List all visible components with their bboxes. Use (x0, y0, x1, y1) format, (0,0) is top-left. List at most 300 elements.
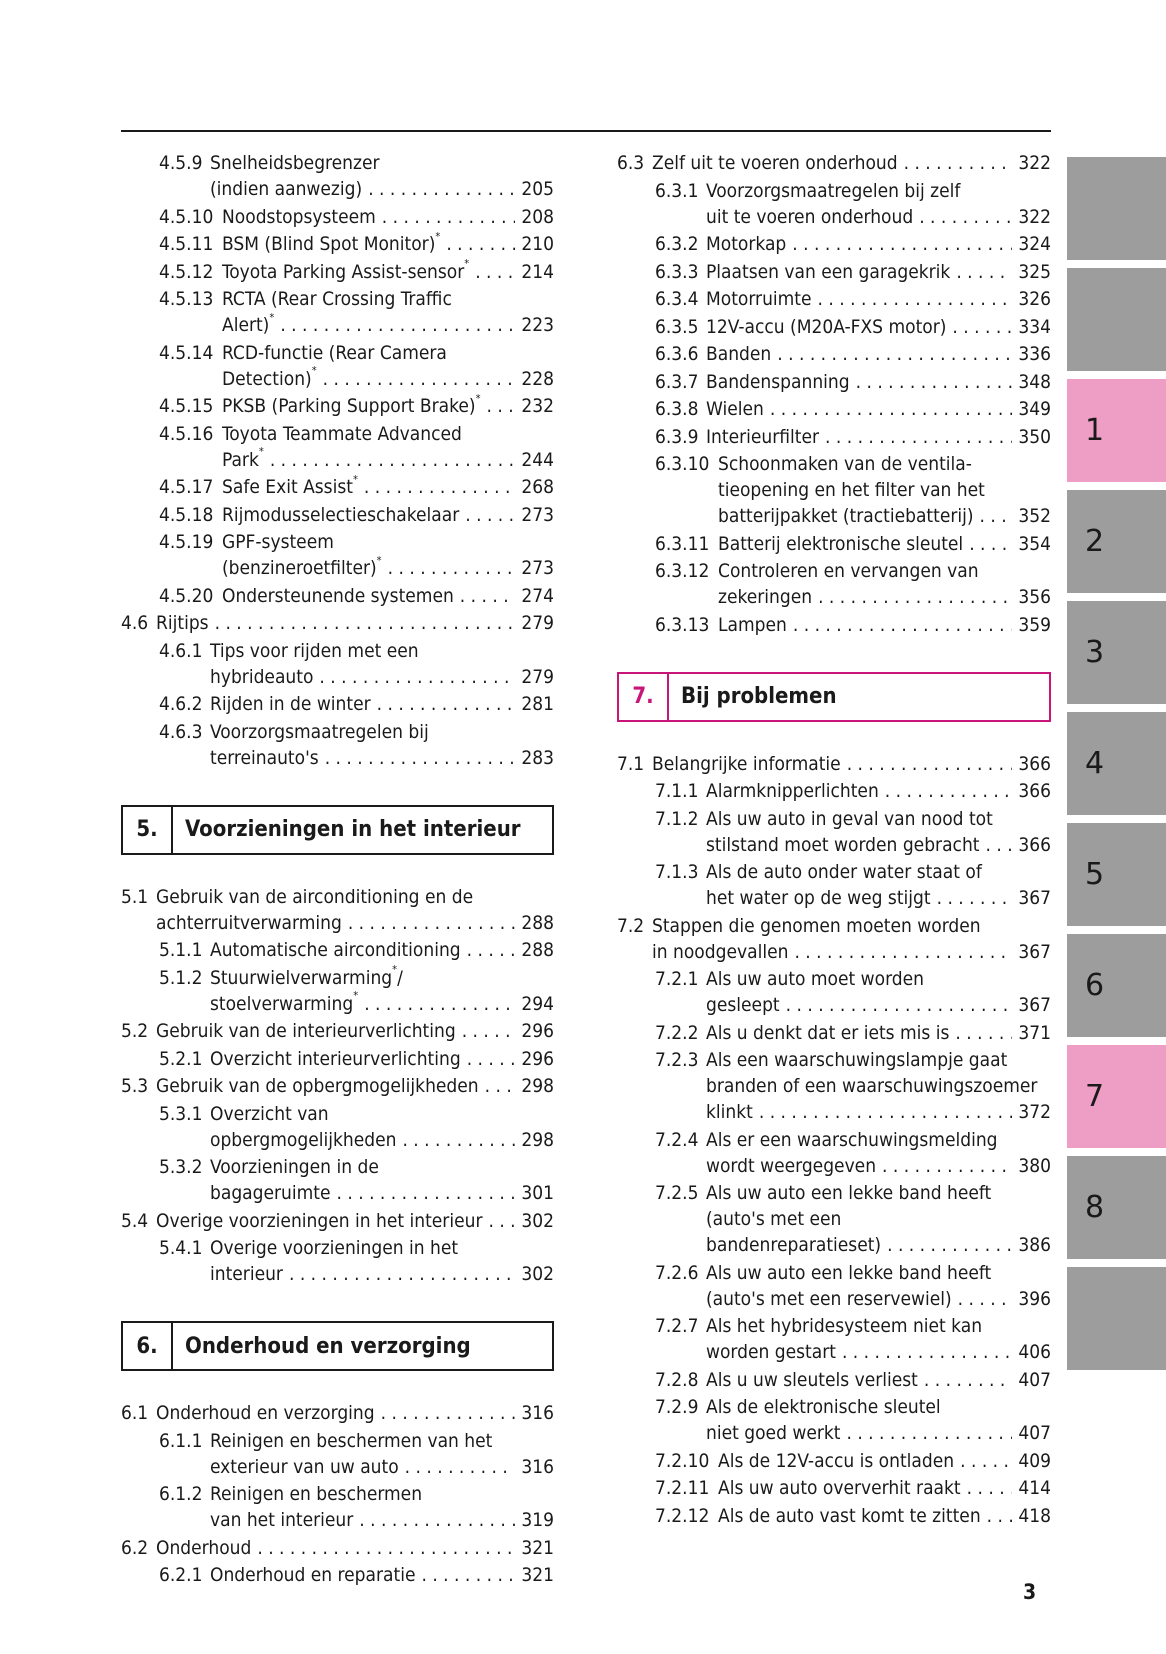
toc-entry-5-3[interactable] (121, 1073, 554, 1099)
toc-entry-4-5-11[interactable] (121, 231, 554, 257)
leader-dots (289, 1261, 515, 1287)
entry-number: 4.5.15 (159, 395, 214, 417)
chapter-tab-6[interactable]: 6 (1067, 934, 1166, 1037)
entry-title-line: (auto's met een reservewiel) (706, 1287, 952, 1310)
entry-title-line: Schoonmaken van de ventila- (718, 453, 972, 475)
chapter-tab-8[interactable]: 8 (1067, 1156, 1166, 1259)
entry-title-line: RCD-functie (Rear Camera (222, 341, 447, 364)
leader-dots (487, 393, 516, 419)
leader-dots (985, 832, 1012, 858)
leader-dots (402, 1127, 515, 1153)
entry-title-line: Als de 12V-accu is ontladen (718, 1449, 955, 1472)
toc-entry-6-3-10[interactable] (617, 451, 1051, 529)
entry-title-line: 12V-accu (M20A-FXS motor) (706, 315, 947, 338)
leader-dots (319, 664, 515, 690)
leader-dots (980, 503, 1013, 529)
entry-page: 356 (1018, 586, 1051, 608)
entry-title-line: van het interieur (210, 1509, 354, 1531)
toc-entry-4-6-1[interactable] (121, 638, 554, 690)
toc-entry-6-3-12[interactable] (617, 558, 1051, 610)
entry-title-line: Noodstopsysteem (222, 205, 376, 228)
toc-entry-7-2-12[interactable] (617, 1503, 1051, 1529)
entry-page: 367 (1018, 940, 1051, 963)
entry-number: 4.6.3 (159, 720, 203, 743)
toc-entry-6-2[interactable] (121, 1535, 554, 1561)
entry-number: 6.3.13 (655, 613, 710, 636)
entry-title-line: Park* (222, 445, 264, 471)
chapter-tab-1[interactable]: 1 (1067, 379, 1166, 482)
chapter-title: Voorzieningen in het interieur (185, 817, 521, 842)
chapter-number: 7. (619, 674, 669, 720)
leader-dots (967, 1475, 1013, 1501)
entry-page: 367 (1018, 887, 1051, 909)
entry-title-line: (auto's met een (706, 1208, 842, 1230)
entry-page: 228 (521, 367, 554, 390)
entry-title-line: RCTA (Rear Crossing Traffic (222, 288, 452, 310)
entry-title-line: terreinauto's (210, 746, 319, 769)
leader-dots (368, 176, 515, 202)
entry-title-line: Als de elektronische sleutel (706, 1396, 941, 1418)
leader-dots (348, 910, 516, 936)
entry-title-line: stilstand moet worden gebracht (706, 833, 980, 856)
toc-entry-5-1[interactable] (121, 884, 554, 936)
entry-page: 319 (521, 1509, 554, 1531)
entry-number: 7.2.8 (655, 1368, 699, 1391)
entry-page: 273 (521, 557, 554, 579)
entry-page: 354 (1018, 532, 1051, 555)
leader-dots (793, 612, 1013, 638)
leader-dots (887, 1232, 1012, 1258)
entry-page: 208 (521, 205, 554, 228)
entry-title-line: hybrideauto (210, 665, 314, 688)
leader-dots (987, 1503, 1013, 1529)
entry-number: 5.2.1 (159, 1047, 203, 1070)
toc-entry-6-3-6[interactable] (617, 341, 1051, 367)
entry-page: 281 (521, 693, 554, 715)
entry-page: 214 (521, 260, 554, 283)
entry-title-line: batterijpakket (tractiebatterij) (718, 505, 974, 527)
entry-page: 244 (521, 448, 554, 471)
leader-dots (280, 312, 515, 338)
leader-dots (846, 1420, 1012, 1446)
entry-number: 6.3.1 (655, 179, 699, 202)
entry-title-line: Onderhoud en reparatie (210, 1564, 416, 1586)
leader-dots (323, 366, 516, 392)
entry-number: 4.5.16 (159, 422, 214, 445)
entry-number: 6.3.8 (655, 398, 699, 420)
entry-title-line: stoelverwarming* (210, 989, 359, 1015)
entry-page: 366 (1018, 833, 1051, 856)
toc-entry-6-3-5[interactable] (617, 314, 1051, 340)
toc-entry-4-5-20[interactable] (121, 583, 554, 609)
chapter-tab-blank[interactable] (1067, 157, 1166, 260)
entry-number: 6.3 (617, 152, 645, 174)
entry-page: 349 (1018, 398, 1051, 420)
chapter-title: Bij problemen (681, 684, 837, 709)
entry-page: 296 (521, 1020, 554, 1042)
entry-number: 6.3.12 (655, 560, 710, 582)
entry-number: 6.3.7 (655, 370, 699, 393)
toc-entry-7-2-8[interactable] (617, 1367, 1051, 1393)
entry-page: 321 (521, 1536, 554, 1559)
toc-entry-4-6-3[interactable] (121, 719, 554, 771)
toc-entry-7-2-9[interactable] (617, 1394, 1051, 1446)
entry-page: 359 (1018, 613, 1051, 636)
leader-dots (786, 992, 1013, 1018)
toc-entry-4-5-16[interactable] (121, 421, 554, 473)
entry-title-line: Safe Exit Assist* (222, 472, 358, 498)
entry-page: 316 (521, 1455, 554, 1478)
entry-page: 273 (521, 503, 554, 526)
toc-entry-7-2-1[interactable] (617, 966, 1051, 1018)
entry-title-line: Motorruimte (706, 288, 812, 310)
entry-title-line: Voorzorgsmaatregelen bij zelf (706, 179, 961, 202)
entry-number: 4.5.12 (159, 260, 214, 283)
toc-entry-6-3-9[interactable] (617, 424, 1051, 450)
entry-number: 4.5.20 (159, 584, 214, 607)
entry-page: 367 (1018, 994, 1051, 1016)
chapter-title: Onderhoud en verzorging (185, 1333, 471, 1359)
toc-entry-5-3-1[interactable] (121, 1101, 554, 1153)
entry-page: 366 (1018, 752, 1051, 775)
leader-dots (377, 691, 516, 717)
chapter-heading-5[interactable] (121, 805, 554, 855)
toc-entry-4-5-9[interactable] (121, 150, 554, 202)
entry-title-line: Reinigen en beschermen (210, 1483, 423, 1505)
chapter-tab-blank[interactable] (1067, 268, 1166, 371)
chapter-tab-blank[interactable] (1067, 1267, 1166, 1370)
toc-entry-6-3-1[interactable] (617, 178, 1051, 230)
entry-title-line: Als uw auto in geval van nood tot (706, 807, 993, 830)
leader-dots (882, 1153, 1012, 1179)
toc-entry-7-2-10[interactable] (617, 1448, 1051, 1474)
entry-number: 4.5.11 (159, 233, 214, 255)
entry-page: 386 (1018, 1234, 1051, 1256)
toc-entry-7-1-3[interactable] (617, 859, 1051, 911)
entry-number: 5.4.1 (159, 1237, 203, 1259)
leader-dots (794, 939, 1012, 965)
entry-number: 7.2.10 (655, 1449, 710, 1472)
chapter-tab-7[interactable]: 7 (1067, 1045, 1166, 1148)
toc-entry-4-5-10[interactable] (121, 204, 554, 230)
entry-title-line: Als een waarschuwingslampje gaat (706, 1049, 1008, 1071)
leader-dots (215, 610, 516, 636)
entry-title-line: opbergmogelijkheden (210, 1128, 397, 1151)
entry-page: 409 (1018, 1449, 1051, 1472)
toc-entry-5-4-1[interactable] (121, 1235, 554, 1287)
entry-page: 274 (521, 584, 554, 607)
entry-title-line: in noodgevallen (652, 940, 789, 963)
toc-entry-7-1[interactable] (617, 751, 1051, 777)
toc-entry-6-1-1[interactable] (121, 1428, 554, 1480)
entry-page: 302 (521, 1263, 554, 1285)
leader-dots (270, 447, 516, 473)
entry-page: 371 (1018, 1021, 1051, 1044)
entry-title-line: Stuurwielverwarming*/ (210, 963, 403, 989)
chapter-tab-2[interactable]: 2 (1067, 490, 1166, 593)
leader-dots (956, 259, 1012, 285)
leader-dots (842, 1339, 1012, 1365)
entry-page: 288 (521, 939, 554, 961)
entry-number: 4.5.9 (159, 152, 203, 174)
toc-entry-6-3-7[interactable] (617, 369, 1051, 395)
entry-number: 4.5.10 (159, 205, 214, 228)
entry-title-line: Plaatsen van een garagekrik (706, 260, 951, 283)
toc-entry-6-3-4[interactable] (617, 286, 1051, 312)
toc-entry-6-2-1[interactable] (121, 1562, 554, 1588)
page-number: 3 (1023, 1580, 1037, 1604)
leader-dots (359, 1507, 515, 1533)
entry-number: 7.2 (617, 914, 645, 937)
chapter-heading-7[interactable] (617, 672, 1051, 722)
entry-page: 406 (1018, 1341, 1051, 1363)
entry-title-line: uit te voeren onderhoud (706, 205, 914, 228)
leader-dots (465, 502, 515, 528)
entry-number: 5.1.1 (159, 939, 203, 961)
entry-title-line: Bandenspanning (706, 370, 850, 393)
entry-title-line: Interieurfilter (706, 425, 820, 448)
entry-title-line: zekeringen (718, 586, 813, 608)
entry-title-line: exterieur van uw auto (210, 1455, 399, 1478)
entry-title-line: Overzicht van (210, 1102, 329, 1125)
toc-entry-6-3[interactable] (617, 150, 1051, 176)
toc-entry-6-3-2[interactable] (617, 231, 1051, 257)
toc-right-column (617, 150, 1051, 1530)
entry-number: 4.5.13 (159, 288, 214, 310)
entry-title-line: bagageruimte (210, 1182, 331, 1204)
toc-entry-6-3-3[interactable] (617, 259, 1051, 285)
entry-title-line: branden of een waarschuwingszoemer (706, 1075, 1038, 1097)
chapter-tab-3[interactable]: 3 (1067, 601, 1166, 704)
leader-dots (364, 474, 515, 500)
entry-title-line: Als uw auto een lekke band heeft (706, 1182, 992, 1204)
toc-entry-5-3-2[interactable] (121, 1154, 554, 1206)
toc-entry-5-1-2[interactable] (121, 965, 554, 1017)
entry-page: 205 (521, 178, 554, 200)
entry-title-line: Rijtips (156, 612, 209, 634)
chapter-heading-6[interactable] (121, 1321, 554, 1371)
top-rule (121, 130, 1051, 132)
toc-entry-6-1[interactable] (121, 1400, 554, 1426)
entry-number: 5.2 (121, 1020, 149, 1042)
toc-entry-5-2[interactable] (121, 1018, 554, 1044)
toc-entry-7-2-11[interactable] (617, 1475, 1051, 1501)
leader-dots (381, 1400, 516, 1426)
entry-number: 5.1 (121, 885, 149, 908)
entry-number: 6.1.2 (159, 1483, 203, 1505)
toc-entry-4-5-19[interactable] (121, 529, 554, 581)
entry-number: 7.2.2 (655, 1021, 699, 1044)
entry-title-line: Snelheidsbegrenzer (210, 152, 380, 174)
toc-entry-4-5-14[interactable] (121, 340, 554, 392)
entry-page: 352 (1018, 505, 1051, 527)
entry-page: 298 (521, 1075, 554, 1097)
toc-entry-7-1-2[interactable] (617, 806, 1051, 858)
toc-entry-7-2-7[interactable] (617, 1313, 1051, 1365)
entry-number: 6.3.6 (655, 343, 699, 365)
entry-title-line: Als uw auto moet worden (706, 968, 924, 990)
toc-entry-7-2[interactable] (617, 913, 1051, 965)
entry-number: 7.2.4 (655, 1128, 699, 1151)
leader-dots (405, 1454, 516, 1480)
entry-number: 7.2.9 (655, 1396, 699, 1418)
toc-entry-5-2-1[interactable] (121, 1046, 554, 1072)
leader-dots (388, 555, 516, 581)
entry-title-line: Voorzieningen in de (210, 1156, 379, 1178)
entry-title-line: Ondersteunende systemen (222, 584, 454, 607)
entry-page: 380 (1018, 1154, 1051, 1177)
toc-entry-7-2-6[interactable] (617, 1260, 1051, 1312)
entry-title-line: Controleren en vervangen van (718, 560, 979, 582)
leader-dots (924, 1367, 1012, 1393)
entry-number: 4.6.1 (159, 639, 203, 662)
entry-page: 336 (1018, 343, 1051, 365)
chapter-number: 5. (123, 807, 173, 853)
leader-dots (885, 778, 1013, 804)
entry-number: 7.1.3 (655, 861, 699, 883)
entry-title-line: BSM (Blind Spot Monitor)* (222, 229, 441, 255)
entry-title-line: Toyota Teammate Advanced (222, 422, 462, 445)
entry-title-line: tieopening en het filter van het (718, 479, 985, 501)
toc-entry-4-5-12[interactable] (121, 259, 554, 285)
entry-number: 7.1.1 (655, 780, 699, 802)
entry-title-line: gesleept (706, 994, 780, 1016)
entry-page: 322 (1018, 152, 1051, 174)
toc-entry-5-4[interactable] (121, 1208, 554, 1234)
leader-dots (937, 885, 1013, 911)
entry-title-line: wordt weergegeven (706, 1154, 877, 1177)
leader-dots (488, 1208, 515, 1234)
toc-entry-7-2-2[interactable] (617, 1020, 1051, 1046)
leader-dots (818, 584, 1012, 610)
entry-number: 7.2.11 (655, 1477, 710, 1499)
entry-title-line: Stappen die genomen moeten worden (652, 914, 981, 937)
leader-dots (952, 314, 1012, 340)
entry-title-line: PKSB (Parking Support Brake)* (222, 391, 481, 417)
entry-page: 325 (1018, 260, 1051, 283)
entry-title-line: bandenreparatieset) (706, 1234, 882, 1256)
toc-entry-4-5-15[interactable] (121, 393, 554, 419)
toc-entry-4-5-17[interactable] (121, 474, 554, 500)
entry-number: 6.2.1 (159, 1564, 203, 1586)
entry-title-line: interieur (210, 1263, 283, 1285)
entry-page: 316 (521, 1402, 554, 1424)
leader-dots (969, 531, 1012, 557)
entry-title-line: Motorkap (706, 233, 787, 255)
entry-title-line: Voorzorgsmaatregelen bij (210, 720, 429, 743)
entry-title-line: Als de auto onder water staat of (706, 861, 982, 883)
leader-dots (325, 745, 516, 771)
entry-title-line: Gebruik van de opbergmogelijkheden (156, 1075, 479, 1097)
leader-dots (485, 1073, 516, 1099)
entry-page: 232 (521, 395, 554, 417)
entry-number: 6.3.5 (655, 315, 699, 338)
entry-page: 414 (1018, 1477, 1051, 1499)
toc-entry-7-1-1[interactable] (617, 778, 1051, 804)
entry-page: 396 (1018, 1287, 1051, 1310)
toc-entry-7-2-4[interactable] (617, 1127, 1051, 1179)
leader-dots (257, 1535, 515, 1561)
leader-dots (770, 396, 1013, 422)
entry-number: 4.5.18 (159, 503, 214, 526)
entry-page: 322 (1018, 205, 1051, 228)
entry-page: 418 (1018, 1504, 1051, 1527)
entry-title-line: Alert)* (222, 310, 275, 336)
leader-dots (446, 231, 515, 257)
entry-number: 6.3.11 (655, 532, 710, 555)
entry-number: 7.1.2 (655, 807, 699, 830)
entry-page: 366 (1018, 780, 1051, 802)
entry-title-line: Detection)* (222, 364, 317, 390)
entry-title-line: Alarmknipperlichten (706, 780, 879, 802)
entry-title-line: Gebruik van de airconditioning en de (156, 885, 474, 908)
toc-entry-6-3-13[interactable] (617, 612, 1051, 638)
entry-page: 407 (1018, 1368, 1051, 1391)
entry-number: 6.1.1 (159, 1429, 203, 1452)
entry-title-line: Lampen (718, 613, 787, 636)
toc-entry-6-3-11[interactable] (617, 531, 1051, 557)
leader-dots (825, 424, 1012, 450)
chapter-tab-5[interactable]: 5 (1067, 823, 1166, 926)
entry-page: 283 (521, 746, 554, 769)
leader-dots (421, 1562, 515, 1588)
entry-number: 7.1 (617, 752, 645, 775)
entry-title-line: Gebruik van de interieurverlichting (156, 1020, 456, 1042)
entry-title-line: Overige voorzieningen in het (210, 1237, 459, 1259)
leader-dots (856, 369, 1013, 395)
leader-dots (337, 1180, 516, 1206)
entry-number: 6.3.2 (655, 233, 699, 255)
leader-dots (460, 583, 516, 609)
leader-dots (777, 341, 1012, 367)
toc-entry-7-2-5[interactable] (617, 1180, 1051, 1258)
entry-title-line: Belangrijke informatie (652, 752, 841, 775)
entry-number: 4.5.19 (159, 531, 214, 553)
entry-title-line: Onderhoud en verzorging (156, 1402, 375, 1424)
entry-title-line: Wielen (706, 398, 764, 420)
toc-entry-4-5-18[interactable] (121, 502, 554, 528)
entry-title-line: Zelf uit te voeren onderhoud (652, 152, 898, 174)
toc-entry-4-6[interactable] (121, 610, 554, 636)
entry-number: 5.3.1 (159, 1102, 203, 1125)
leader-dots (792, 231, 1012, 257)
chapter-tab-4[interactable]: 4 (1067, 712, 1166, 815)
toc-entry-4-6-2[interactable] (121, 691, 554, 717)
entry-number: 7.2.6 (655, 1261, 699, 1284)
leader-dots (919, 204, 1012, 230)
entry-title-line: Batterij elektronische sleutel (718, 532, 964, 555)
entry-page: 296 (521, 1047, 554, 1070)
entry-title-line: Als uw auto oververhit raakt (718, 1477, 961, 1499)
leader-dots (960, 1448, 1012, 1474)
leader-dots (958, 1286, 1013, 1312)
toc-entry-7-2-3[interactable] (617, 1047, 1051, 1125)
toc-entry-4-5-13[interactable] (121, 286, 554, 338)
toc-entry-6-3-8[interactable] (617, 396, 1051, 422)
entry-page: 321 (521, 1564, 554, 1586)
entry-title-line: GPF-systeem (222, 531, 334, 553)
entry-page: 372 (1018, 1101, 1051, 1123)
leader-dots (467, 937, 516, 963)
entry-number: 4.6 (121, 612, 149, 634)
toc-entry-6-1-2[interactable] (121, 1481, 554, 1533)
entry-number: 7.2.1 (655, 968, 699, 990)
toc-entry-5-1-1[interactable] (121, 937, 554, 963)
entry-page: 407 (1018, 1422, 1051, 1444)
chapter-number: 6. (123, 1323, 173, 1369)
entry-page: 348 (1018, 370, 1051, 393)
entry-number: 4.6.2 (159, 693, 203, 715)
